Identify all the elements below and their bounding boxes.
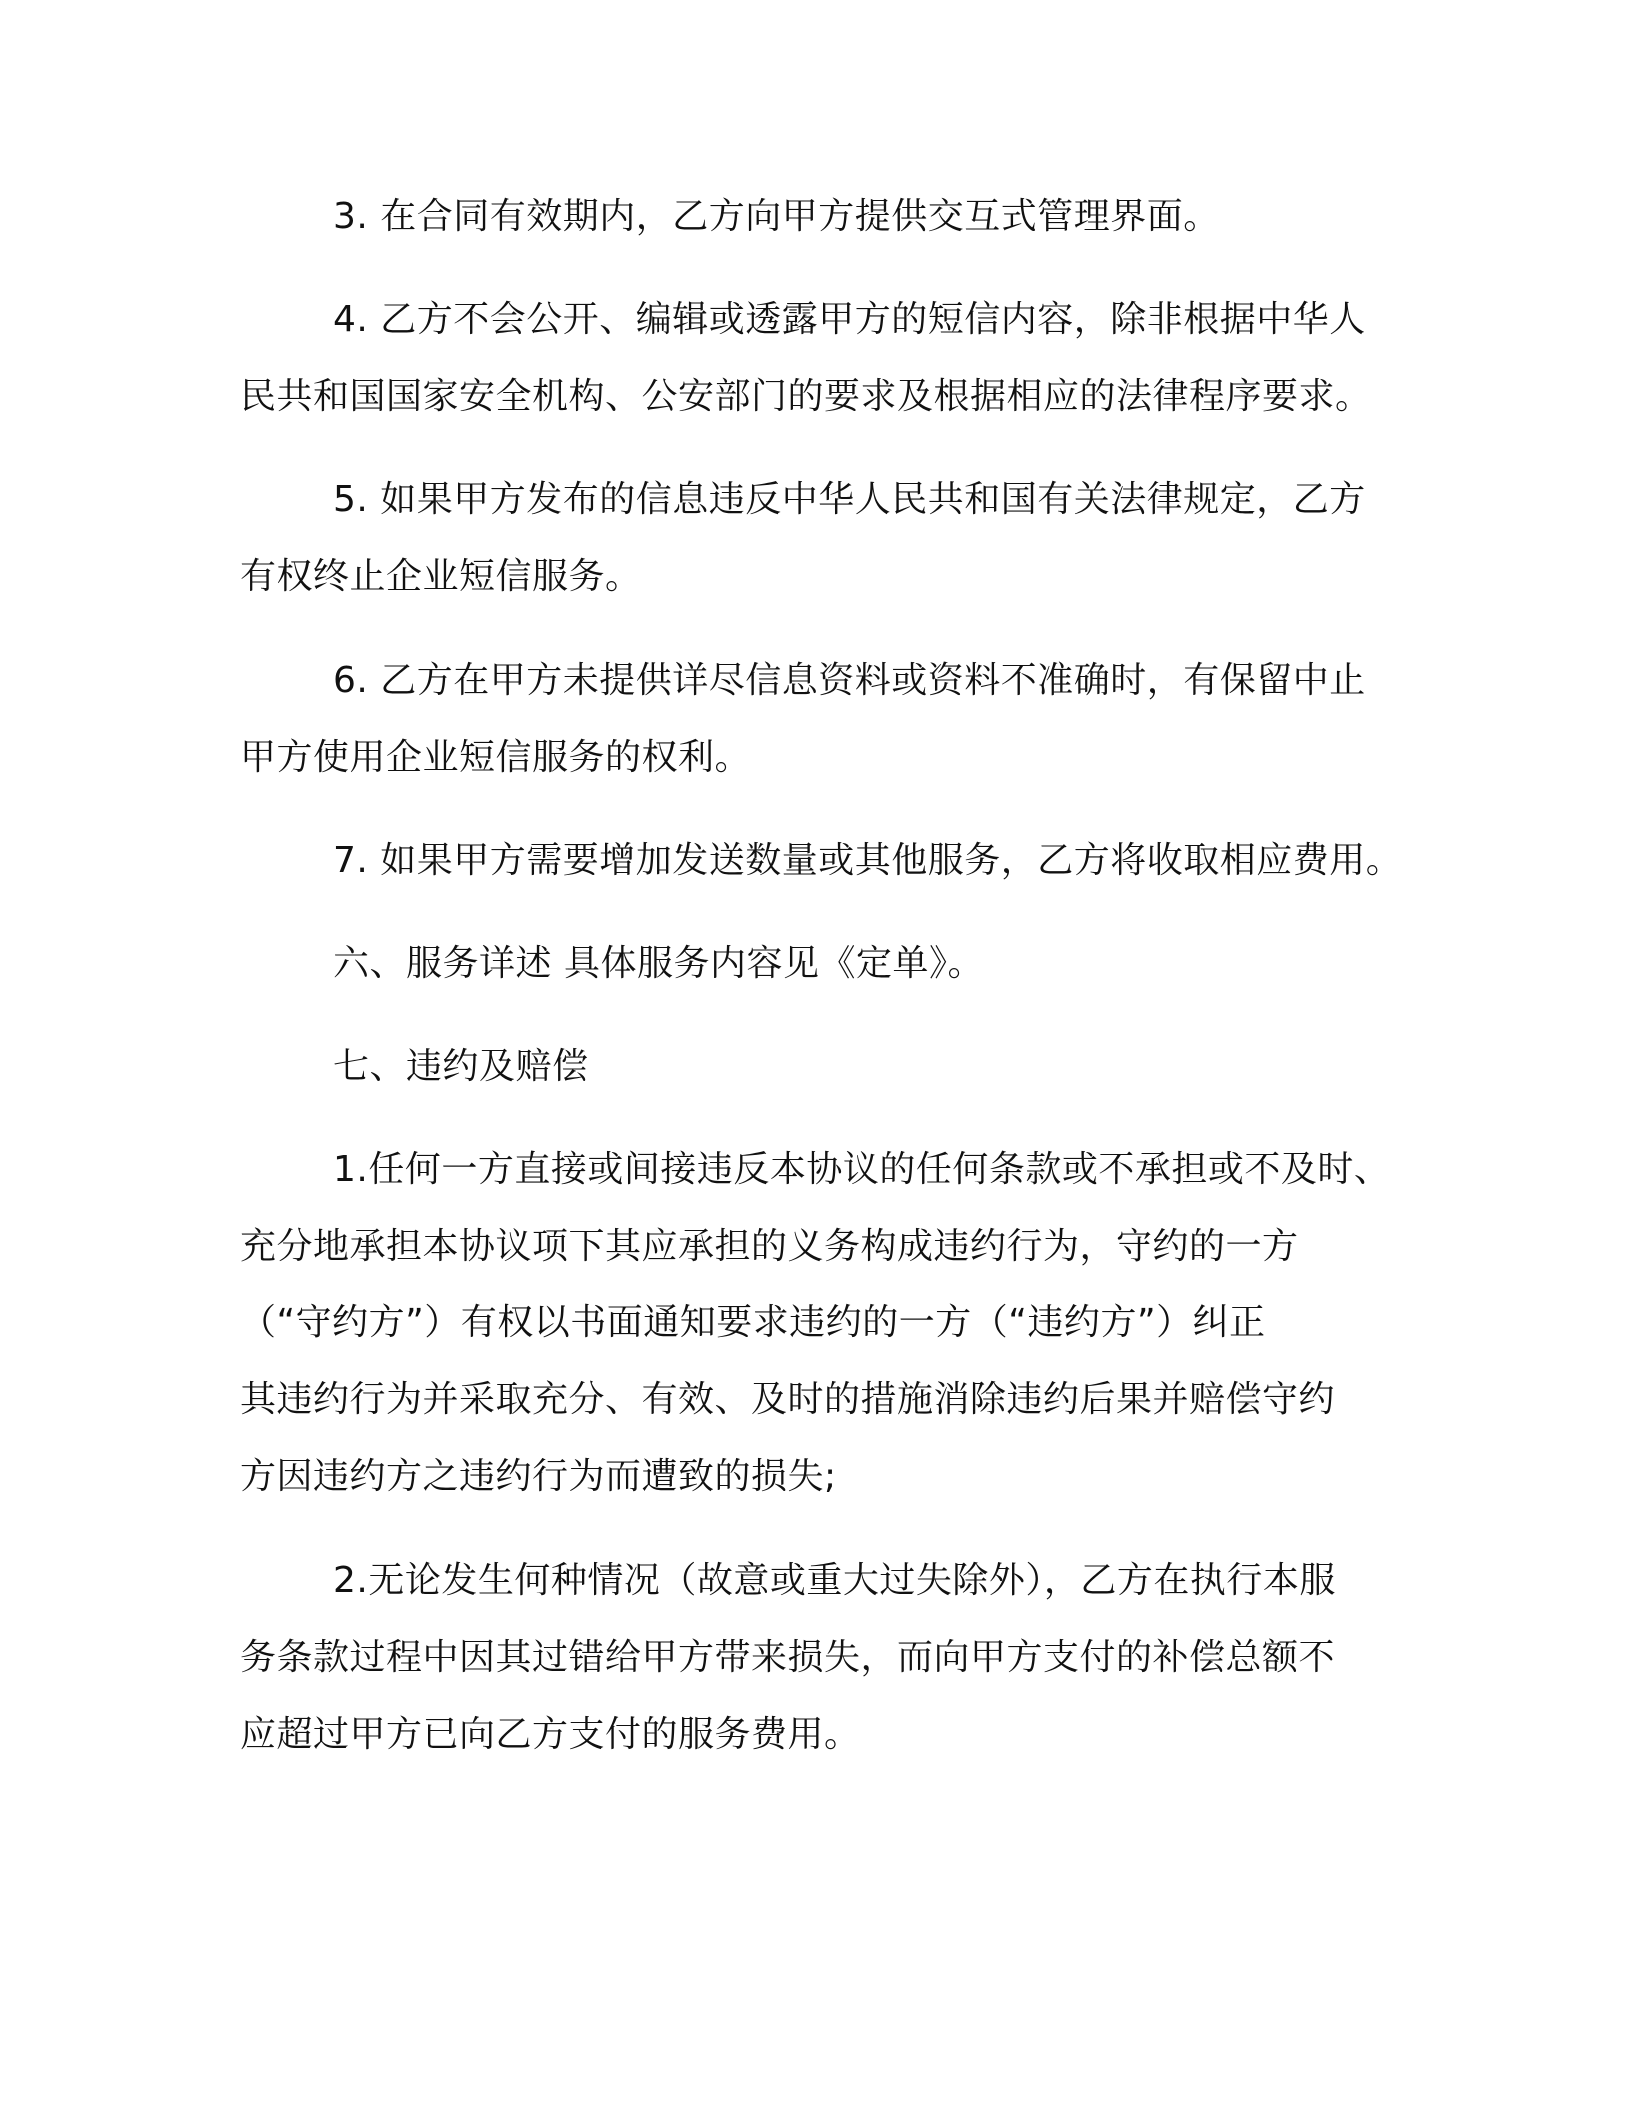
clause-5-line-1: 5. 如果甲方发布的信息违反中华人民共和国有关法律规定，乙方 [333, 479, 1366, 520]
section-6-heading: 六、服务详述 具体服务内容见《定单》。 [333, 943, 984, 984]
clause-4-line-1: 4. 乙方不会公开、编辑或透露甲方的短信内容，除非根据中华人 [333, 299, 1366, 340]
section-7-heading: 七、违约及赔偿 [333, 1046, 589, 1087]
breach-clause-2-line-3: 应超过甲方已向乙方支付的服务费用。 [240, 1714, 861, 1755]
clause-4-line-2: 民共和国国家安全机构、公安部门的要求及根据相应的法律程序要求。 [240, 376, 1372, 417]
breach-clause-1-line-3: （“守约方”）有权以书面通知要求违约的一方（“违约方”）纠正 [240, 1302, 1266, 1343]
breach-clause-2-line-1: 2.无论发生何种情况（故意或重大过失除外），乙方在执行本服 [333, 1560, 1336, 1601]
breach-clause-1-line-4: 其违约行为并采取充分、有效、及时的措施消除违约后果并赔偿守约 [240, 1379, 1336, 1420]
breach-clause-1-line-2: 充分地承担本协议项下其应承担的义务构成违约行为，守约的一方 [240, 1226, 1299, 1267]
clause-6-line-2: 甲方使用企业短信服务的权利。 [240, 737, 752, 778]
breach-clause-1-line-5: 方因违约方之违约行为而遭致的损失; [240, 1456, 837, 1497]
clause-7-line-1: 7. 如果甲方需要增加发送数量或其他服务，乙方将收取相应费用。 [333, 840, 1403, 881]
clause-6-line-1: 6. 乙方在甲方未提供详尽信息资料或资料不准确时，有保留中止 [333, 660, 1366, 701]
breach-clause-1-line-1: 1.任何一方直接或间接违反本协议的任何条款或不承担或不及时、 [333, 1149, 1391, 1190]
breach-clause-2-line-2: 务条款过程中因其过错给甲方带来损失，而向甲方支付的补偿总额不 [240, 1637, 1336, 1678]
clause-5-line-2: 有权终止企业短信服务。 [240, 556, 642, 597]
clause-3-line-1: 3. 在合同有效期内，乙方向甲方提供交互式管理界面。 [333, 196, 1220, 237]
